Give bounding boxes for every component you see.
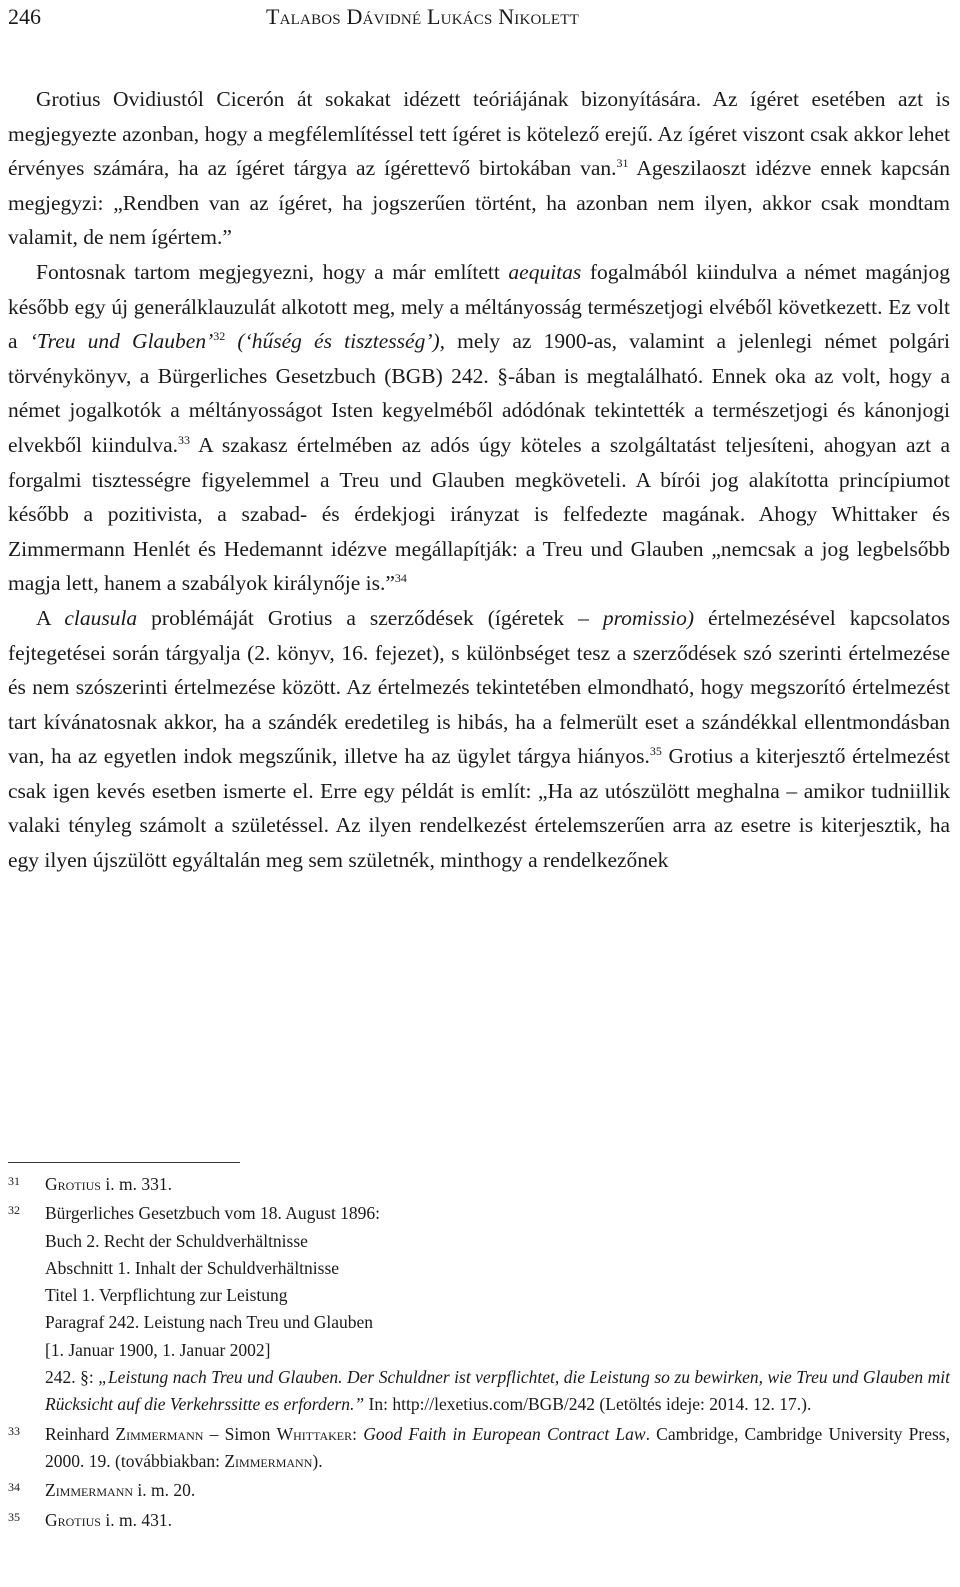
author-name: Grotius xyxy=(45,1174,101,1194)
footnote-ref-31[interactable]: 31 xyxy=(616,156,629,171)
footnote-ref-34[interactable]: 34 xyxy=(394,571,407,586)
author-name: Whittaker xyxy=(276,1423,353,1444)
footnote-number: 34 xyxy=(8,1480,20,1495)
footnote-line: Buch 2. Recht der Schuldverhältnisse xyxy=(45,1230,308,1251)
footnote-ref-35[interactable]: 35 xyxy=(649,744,662,759)
footnote-ref-32[interactable]: 32 xyxy=(213,329,226,344)
text-run: : xyxy=(352,1423,364,1444)
page-header xyxy=(8,2,950,32)
source-link[interactable]: In: http://lexetius.com/BGB/242 (Letöltés ideje: 2014. 12. 17.). xyxy=(364,1394,812,1415)
italic-term: clausula xyxy=(64,605,138,630)
text-run: Ageszilaoszt idézve ennek kapcsán megjegyzi: „Rendben van az ígéret, ha jogszerűen történt, ha azonban nem ilyen, akkor csak mondtam valamit, de nem ígértem.” xyxy=(8,156,950,250)
text-run: értelmezésével kapcsolatos fejtegetései során tárgyalja (2. könyv, 16. fejezet), s különbséget tesz a szerződések szó szerinti értelmezése és nem szószerinti értelmezése között. Az értelmezés tekintetében elmondható, hogy megszorító értelmezést tart kívánatosnak akkor, ha a szándék eredetileg is hibás, ha a felmerült eset a szándékkal ellentmondásban van, ha az egyetlen indok megszűnik, illetve ha az ügylet tárgya hiányos. xyxy=(8,605,950,769)
author-name: Zimmermann xyxy=(224,1450,313,1471)
footnote-35 xyxy=(8,1507,950,1534)
paragraph xyxy=(8,82,950,255)
footnote-line: Paragraf 242. Leistung nach Treu und Glauben xyxy=(45,1312,374,1333)
book-title: Good Faith in European Contract Law xyxy=(363,1423,646,1444)
footnote-32 xyxy=(8,1200,950,1418)
footnote-34 xyxy=(8,1477,950,1504)
text-run: . Cambridge, Cambridge University Press, 2000. 19. (továbbiakban: xyxy=(45,1423,950,1471)
footnote-line: Titel 1. Verpflichtung zur Leistung xyxy=(45,1285,288,1306)
text-run: 242. §: xyxy=(45,1367,99,1388)
author-name: Grotius xyxy=(45,1509,101,1530)
footnote-number: 35 xyxy=(8,1509,20,1524)
body-text xyxy=(8,82,950,878)
text-run: ). xyxy=(312,1450,323,1471)
footnote-line: Bürgerliches Gesetzbuch vom 18. August 1896: xyxy=(45,1203,381,1224)
paragraph xyxy=(8,601,950,878)
footnote-33 xyxy=(8,1421,950,1476)
footnote-quote xyxy=(45,1364,950,1419)
text-run: – Simon xyxy=(203,1423,277,1444)
footnote-31 xyxy=(8,1171,950,1198)
footnote-number: 33 xyxy=(8,1423,20,1438)
italic-quote: „Leistung nach Treu und Glauben. Der Schuldner ist verpflichtet, die Leistung so zu bewirken, wie Treu und Glauben mit Rücksicht auf die Verkehrssitte es erfordern.” xyxy=(45,1367,951,1415)
text-run: problémáját Grotius a szerződések (ígéretek – xyxy=(137,605,603,630)
footnote-number: 31 xyxy=(8,1174,20,1188)
text-run: fogalmából kiindulva a német magánjog később egy új generálklauzulát alkotott meg, mely a méltányosság természetjogi elvéből következett. Ez volt a xyxy=(8,259,950,354)
page-number: 246 xyxy=(8,4,41,29)
footnote-number: 32 xyxy=(8,1203,20,1218)
running-head: Talabos Dávidné Lukács Nikolett xyxy=(266,4,580,29)
paragraph xyxy=(8,255,950,601)
footnote-text: i. m. 431. xyxy=(100,1509,172,1530)
text-run: Reinhard xyxy=(45,1423,116,1444)
text-run: Grotius Ovidiustól Cicerón át sokakat idézett teóriájának bizonyítására. Az ígéret esetében azt is megjegyezte azonban, hogy a megfélemlítéssel tett ígéret is kötelező erejű. Az ígéret viszont csak akkor lehet érvényes számára, ha az ígéret tárgya az ígérettevő birtokában van. xyxy=(8,87,950,181)
text-run: A szakasz értelmében az adós úgy köteles a szolgáltatást teljesíteni, ahogyan azt a forgalmi tisztességre figyelemmel a Treu und Glauben megköveteli. A bírói jog alakította princípiumot később a pozitivista, a szabad- és érdekjogi irányzat is felfedezte magának. Ahogy Whittaker és Zimmermann Henlét és Hedemannt idézve megállapítják: a Treu und Glauben „nemcsak a jog legbelsőbb magja lett, hanem a szabályok királynője is.” xyxy=(8,432,950,596)
author-name: Zimmermann xyxy=(45,1480,134,1501)
footnotes xyxy=(8,1171,950,1534)
footnote-text: i. m. 20. xyxy=(133,1480,196,1501)
footnote-text: i. m. 331. xyxy=(100,1174,172,1194)
text-run: A xyxy=(36,605,65,630)
footnote-line: [1. Januar 1900, 1. Januar 2002] xyxy=(45,1339,271,1360)
footnote-separator xyxy=(8,1162,240,1163)
footnote-line: Abschnitt 1. Inhalt der Schuldverhältnisse xyxy=(45,1257,340,1278)
text-run: Grotius a kiterjesztő értelmezést csak igen kevés esetben ismerte el. Erre egy példát is említ: „Ha az utószülött meghalna – amikor tudniillik valaki tényleg számolt a születéssel. Az ilyen rendelkezést értelemszerűen arra az esetre is kiterjesztik, ha egy ilyen újszülött egyáltalán meg sem születnék, minthogy a rendelkezőnek xyxy=(8,744,950,873)
italic-term: promissio) xyxy=(602,605,694,630)
italic-term: aequitas xyxy=(508,259,582,284)
text-run: mely az 1900-as, valamint a jelenlegi német polgári törvénykönyv, a Bürgerliches Gesetzbuch (BGB) 242. §-ában is megtalálható. Ennek oka az volt, hogy a német jogalkotók a méltányosságot Isten kegyelméből adódónak tekintették a természetjogi és kánonjogi elvekből kiindulva. xyxy=(8,329,950,457)
author-name: Zimmermann xyxy=(115,1423,204,1444)
footnote-ref-33[interactable]: 33 xyxy=(178,432,190,447)
italic-term: (‘hűség és tisztesség’), xyxy=(225,329,446,354)
text-run: Fontosnak tartom megjegyezni, hogy a már említett xyxy=(36,259,509,284)
italic-term: ‘Treu und Glauben’ xyxy=(29,329,214,354)
